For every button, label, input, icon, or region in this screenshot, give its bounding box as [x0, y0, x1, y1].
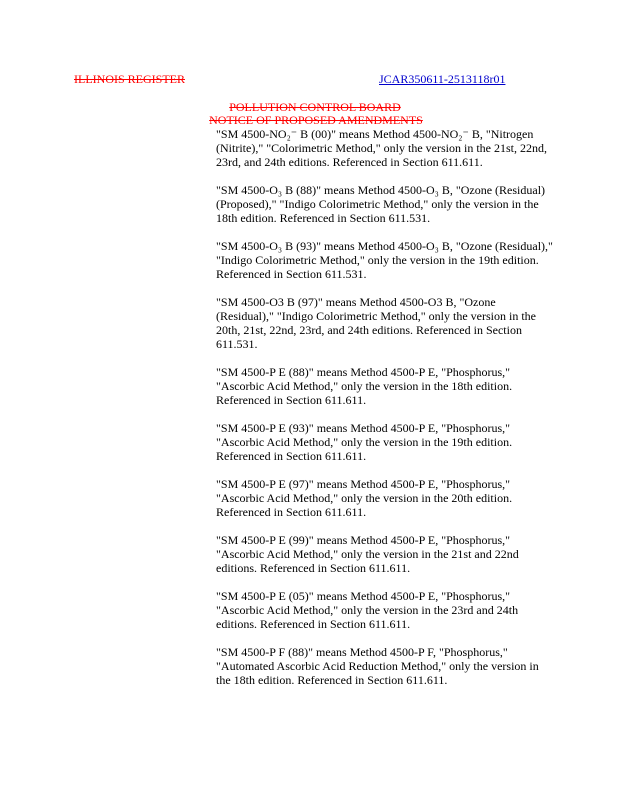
- title-line-2: NOTICE OF PROPOSED AMENDMENTS: [209, 113, 423, 127]
- title-line-1: POLLUTION CONTROL BOARD: [229, 100, 401, 114]
- entry: "SM 4500-P E (99)" means Method 4500-P E, "Phosphorus," "Ascorbic Acid Method," only the version in the 21st and 22nd editions. Referenced in Section 611.611.: [216, 533, 519, 575]
- entry: "SM 4500-O3 B (97)" means Method 4500-O3 B, "Ozone (Residual)," "Indigo Colorimetric Method," only the version in the 20th, 21st, 22nd, 23rd, and 24th editions. Referenced in Section 611.531.: [216, 295, 536, 351]
- entries-list: [216, 127, 554, 701]
- header-left: ILLINOIS REGISTER: [74, 72, 185, 86]
- entry: "SM 4500-P E (93)" means Method 4500-P E, "Phosphorus," "Ascorbic Acid Method," only the version in the 19th edition. Referenced in Section 611.611.: [216, 421, 513, 463]
- entry: "SM 4500-O₃ B (88)" means Method 4500-O₃ B, "Ozone (Residual) (Proposed)," "Indigo Colorimetric Method," only the version in the 18th edition. Referenced in Section 611.531.: [216, 183, 546, 225]
- entry: "SM 4500-P E (97)" means Method 4500-P E, "Phosphorus," "Ascorbic Acid Method," only the version in the 20th edition. Referenced in Section 611.611.: [216, 477, 513, 519]
- entry: "SM 4500-P E (88)" means Method 4500-P E, "Phosphorus," "Ascorbic Acid Method," only the version in the 18th edition. Referenced in Section 611.611.: [216, 365, 513, 407]
- entry: "SM 4500-NO₂⁻ B (00)" means Method 4500-NO₂⁻ B, "Nitrogen (Nitrite)," "Colorimetric Method," only the version in the 21st, 22nd, 23rd, and 24th editions. Referenced in Section 611.611.: [216, 127, 547, 169]
- entry: "SM 4500-O₃ B (93)" means Method 4500-O₃ B, "Ozone (Residual)," "Indigo Colorimetric Method," only the version in the 19th edition. Referenced in Section 611.531.: [216, 239, 553, 281]
- header-right: JCAR350611-2513118r01: [379, 72, 506, 86]
- entry: "SM 4500-P F (88)" means Method 4500-P F, "Phosphorus," "Automated Ascorbic Acid Reduction Method," only the version in the 18th edition. Referenced in Section 611.611.: [216, 645, 539, 687]
- entry: "SM 4500-P E (05)" means Method 4500-P E, "Phosphorus," "Ascorbic Acid Method," only the version in the 23rd and 24th editions. Referenced in Section 611.611.: [216, 589, 519, 631]
